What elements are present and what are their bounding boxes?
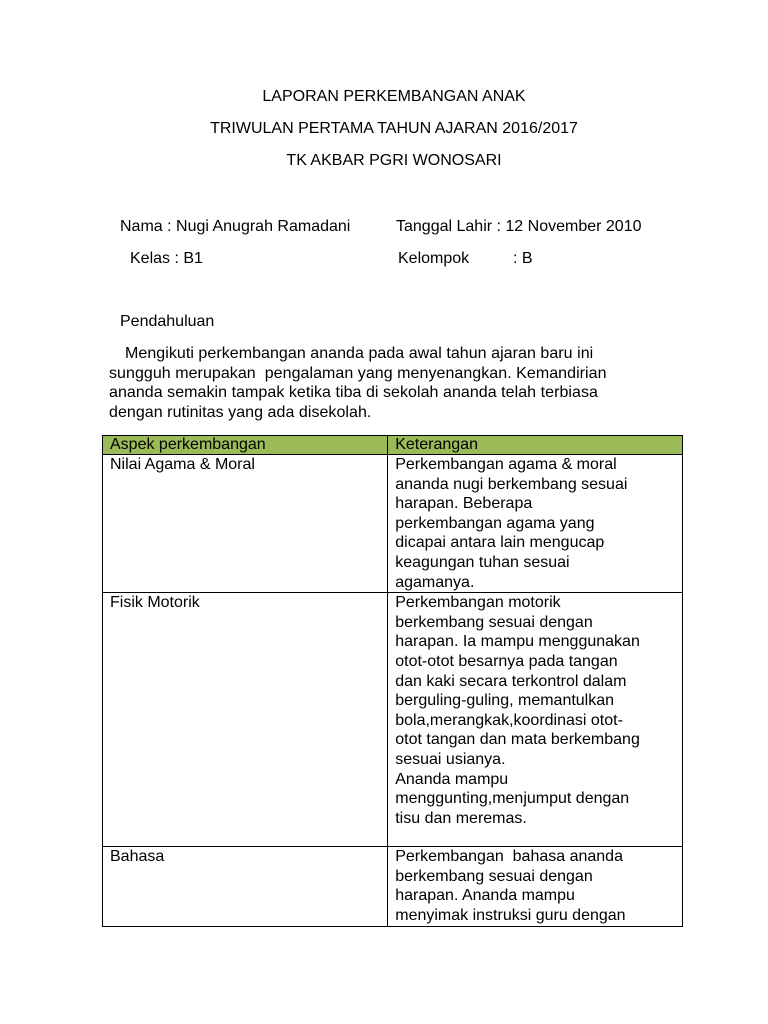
student-name: Nama : Nugi Anugrah Ramadani xyxy=(120,218,351,235)
column-header-aspek: Aspek perkembangan xyxy=(103,436,388,455)
table-row xyxy=(103,847,683,926)
intro-paragraph xyxy=(109,344,684,422)
keterangan-cell: Perkembangan motorik berkembang sesuai dengan harapan. Ia mampu menggunakan otot-otot besarnya pada tangan dan kaki secara terkontrol dalam berguling-guling, memantulkan bola,merangkak,koordinasi otot- otot tangan dan mata berkembang sesuai usianya. Ananda mampu menggunting,menjumput dengan tisu dan meremas. xyxy=(388,593,683,847)
intro-line: ananda semakin tampak ketika tiba di sekolah ananda telah terbiasa xyxy=(109,384,598,401)
report-subtitle-school: TK AKBAR PGRI WONOSARI xyxy=(286,152,502,169)
report-subtitle-term: TRIWULAN PERTAMA TAHUN AJARAN 2016/2017 xyxy=(210,120,578,137)
aspek-cell: Fisik Motorik xyxy=(103,593,388,847)
table-row xyxy=(103,593,683,847)
table-row xyxy=(103,455,683,593)
student-class: Kelas : B1 xyxy=(130,250,203,267)
intro-line: dengan rutinitas yang ada disekolah. xyxy=(109,403,372,421)
keterangan-cell: Perkembangan agama & moral ananda nugi berkembang sesuai harapan. Beberapa perkembangan agama yang dicapai antara lain mengucap keagungan tuhan sesuai agamanya. xyxy=(388,455,683,593)
student-group-label: Kelompok xyxy=(398,250,470,267)
student-birthdate: Tanggal Lahir : 12 November 2010 xyxy=(396,218,642,235)
development-table xyxy=(102,435,683,927)
intro-line: Mengikuti perkembangan ananda pada awal tahun ajaran baru ini xyxy=(125,345,594,362)
report-title: LAPORAN PERKEMBANGAN ANAK xyxy=(262,88,526,105)
section-heading-pendahuluan: Pendahuluan xyxy=(120,313,215,330)
aspek-cell: Bahasa xyxy=(103,847,388,926)
table-header-row xyxy=(103,436,683,455)
column-header-keterangan: Keterangan xyxy=(388,436,683,455)
student-group-value: : B xyxy=(513,250,533,267)
aspek-cell: Nilai Agama & Moral xyxy=(103,455,388,593)
intro-line: sungguh merupakan pengalaman yang menyenangkan. Kemandirian xyxy=(109,364,607,382)
keterangan-cell: Perkembangan bahasa ananda berkembang sesuai dengan harapan. Ananda mampu menyimak instruksi guru dengan xyxy=(388,847,683,926)
